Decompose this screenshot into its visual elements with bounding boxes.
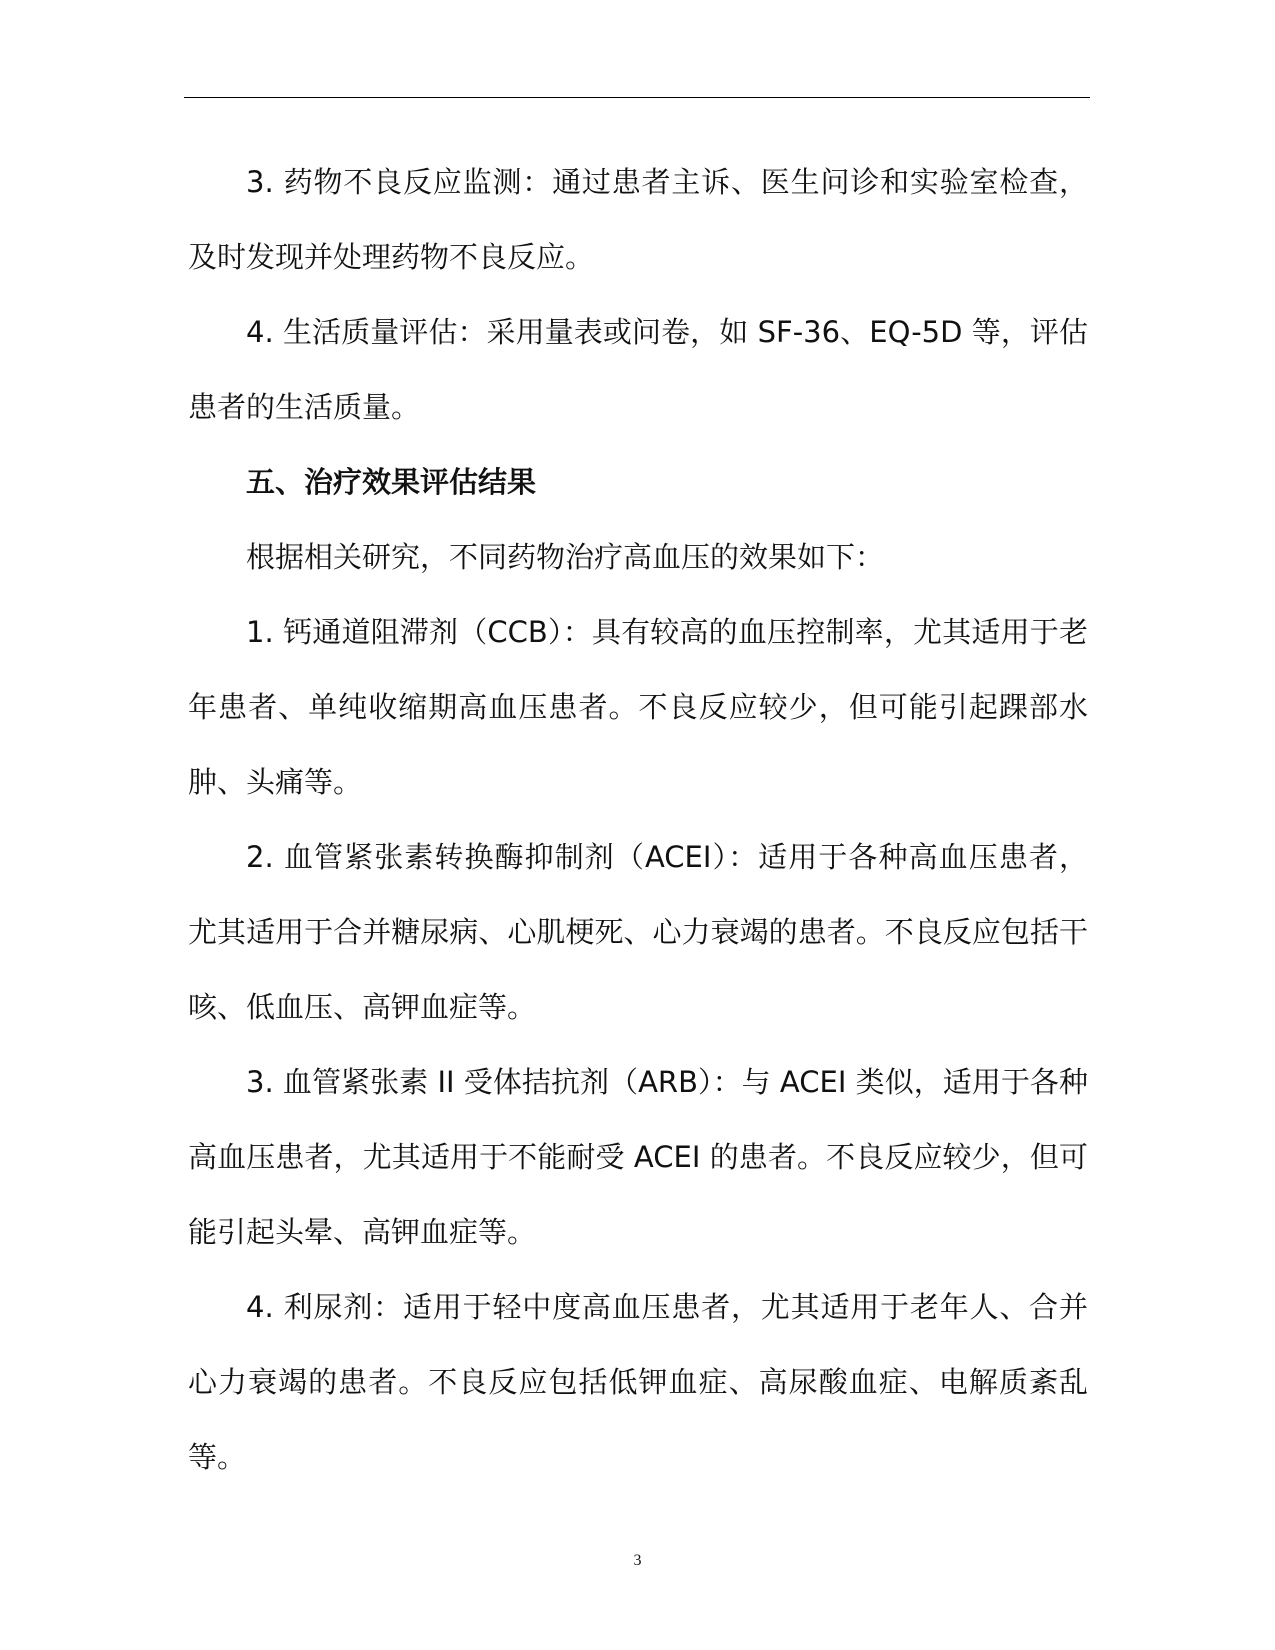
paragraph-diuretics: 4. 利尿剂：适用于轻中度高血压患者，尤其适用于老年人、合并心力衰竭的患者。不良反应包括低钾血症、高尿酸血症、电解质紊乱等。	[188, 1290, 1088, 1474]
paragraph-ccb: 1. 钙通道阻滞剂（CCB）：具有较高的血压控制率，尤其适用于老年患者、单纯收缩期高血压患者。不良反应较少，但可能引起踝部水肿、头痛等。	[188, 615, 1088, 799]
paragraph-arb: 3. 血管紧张素 II 受体拮抗剂（ARB）：与 ACEI 类似，适用于各种高血压患者，尤其适用于不能耐受 ACEI 的患者。不良反应较少，但可能引起头晕、高钾血症等。	[188, 1065, 1088, 1249]
section-heading: 五、治疗效果评估结果	[246, 465, 537, 499]
paragraph-adr-monitoring: 3. 药物不良反应监测：通过患者主诉、医生问诊和实验室检查，及时发现并处理药物不良反应。	[188, 165, 1088, 274]
document-body	[188, 145, 1088, 1495]
page-number: 3	[633, 1552, 642, 1569]
header-rule	[184, 97, 1090, 98]
paragraph-intro: 根据相关研究，不同药物治疗高血压的效果如下：	[246, 540, 885, 574]
paragraph-acei: 2. 血管紧张素转换酶抑制剂（ACEI）：适用于各种高血压患者，尤其适用于合并糖尿病、心肌梗死、心力衰竭的患者。不良反应包括干咳、低血压、高钾血症等。	[188, 840, 1088, 1024]
paragraph-quality-of-life: 4. 生活质量评估：采用量表或问卷，如 SF-36、EQ-5D 等，评估患者的生活质量。	[188, 315, 1088, 424]
